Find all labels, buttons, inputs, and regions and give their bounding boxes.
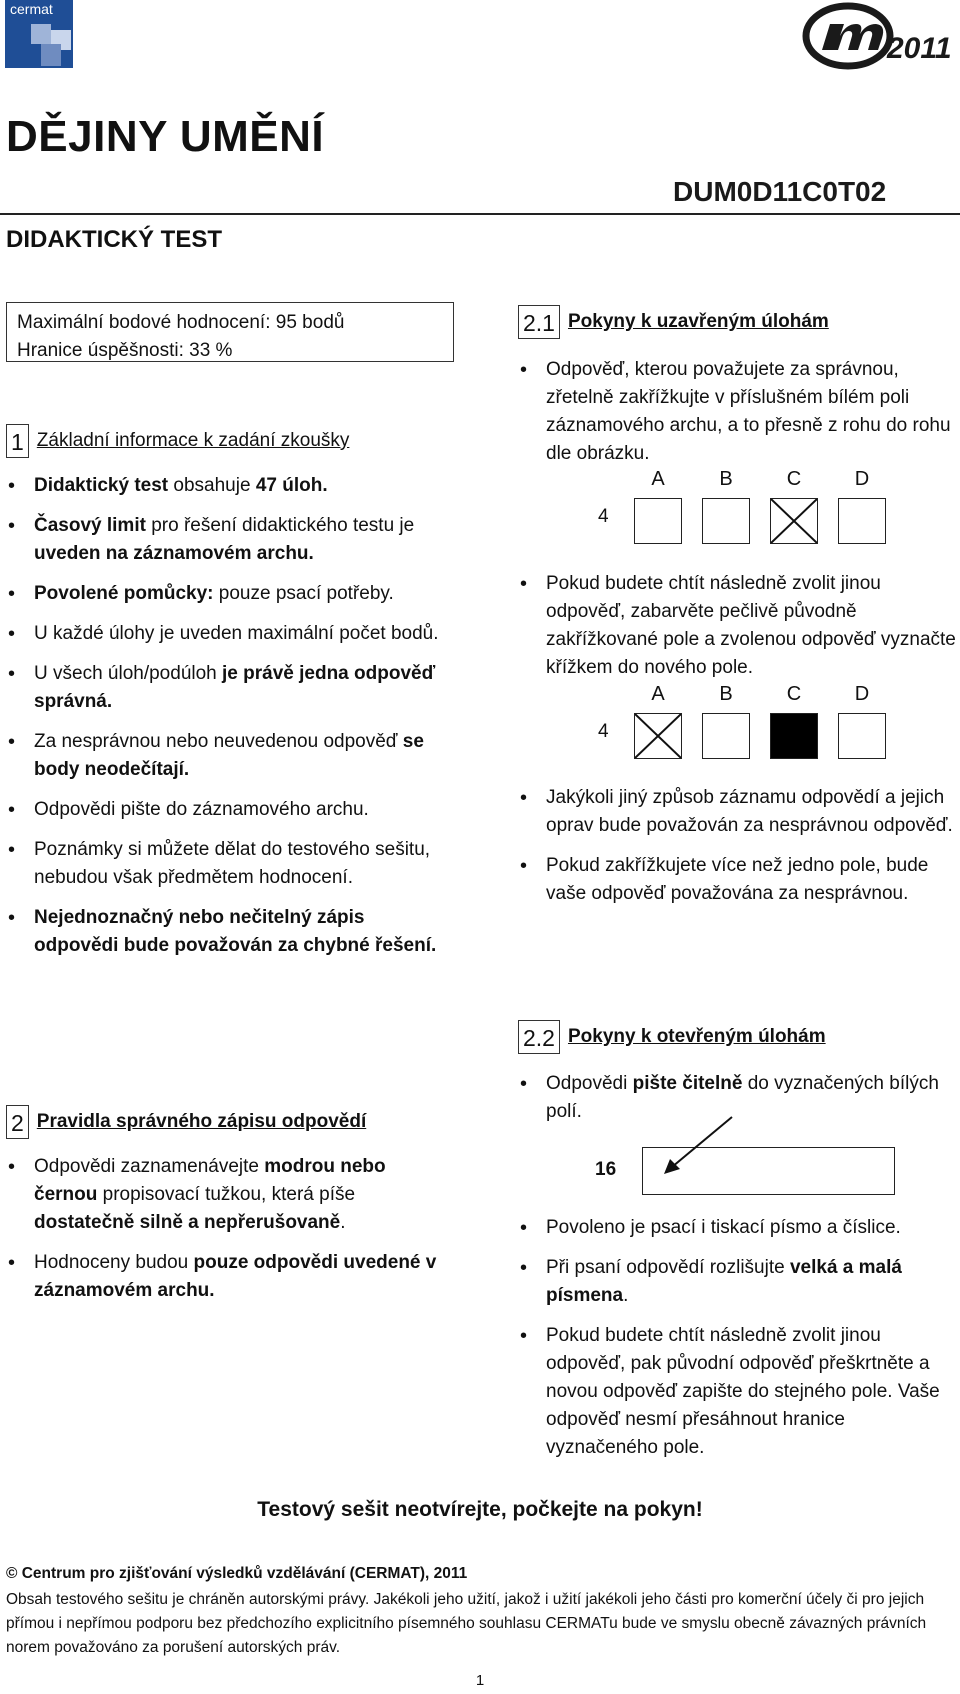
answer-demo-correction — [590, 683, 890, 763]
list-item: • U všech úloh/podúloh je právě jedna odpověď správná. — [6, 660, 446, 716]
option-letter: D — [854, 468, 870, 490]
pass-threshold: Hranice úspěšnosti: 33 % — [17, 340, 233, 361]
copyright: © Centrum pro zjišťování výsledků vzdělávání (CERMAT), 2011 — [6, 1565, 468, 1582]
answer-box-empty — [838, 498, 886, 544]
question-number: 4 — [598, 506, 609, 527]
maturita-2011-logo — [800, 0, 960, 70]
list-item: • Odpovědi pište čitelně do vyznačených bílých polí. — [518, 1070, 958, 1126]
list-item: • Pokud budete chtít následně zvolit jinou odpověď, zabarvěte pečlivě původně zakřížkované pole a zvolenou odpověď vyznačte křížkem do nového pole. — [518, 570, 958, 682]
list-item: • Pokud zakřížkujete více než jedno pole, bude vaše odpověď považována za nesprávnou. — [518, 852, 958, 908]
page-number: 1 — [475, 1672, 485, 1689]
legal-notice: Obsah testového sešitu je chráněn autorskými právy. Jakékoli jeho užití, jakož i užití jakékoli jeho části pro komerční účely či pro jejich přímou i nepřímou podporu bez předchozího explicitního písemného souhlasu CERMATu bude ve smyslu obecně závazných právních norem považováno za porušení autorských práv. — [6, 1591, 927, 1656]
list-item: • Odpověď, kterou považujete za správnou, zřetelně zakřížkujte v příslušném bílém poli záznamového archu, a to přesně z rohu do rohu dle obrázku. — [518, 356, 958, 468]
answer-box-empty — [838, 713, 886, 759]
answer-box-cross — [770, 498, 818, 544]
list-item: • Nejednoznačný nebo nečitelný zápis odpovědi bude považován za chybné řešení. — [6, 904, 446, 960]
section-2-list — [6, 1153, 446, 1317]
list-item: • Didaktický test obsahuje 47 úloh. — [6, 472, 446, 500]
test-code: DUM0D11C0T02 — [673, 176, 887, 207]
answer-demo-cross — [590, 468, 890, 548]
section-2-1-list-b — [518, 570, 958, 682]
section-1-heading — [6, 424, 349, 458]
section-2-1-list-c — [518, 784, 958, 908]
answer-box-empty — [702, 498, 750, 544]
question-number: 4 — [598, 721, 609, 742]
section-2-1-list-a — [518, 356, 958, 468]
open-answer-demo — [580, 1115, 900, 1197]
option-letter: A — [651, 468, 665, 490]
section-number: 1 — [6, 424, 29, 458]
score-box — [6, 302, 454, 362]
section-2-heading — [6, 1105, 366, 1139]
option-letter: D — [854, 683, 870, 705]
section-number: 2.1 — [518, 305, 560, 339]
answer-box-empty — [634, 498, 682, 544]
list-item: • Odpovědi zaznamenávejte modrou nebo černou propisovací tužkou, která píše dostatečně silně a nepřerušovaně. — [6, 1153, 446, 1237]
page-subtitle: DIDAKTICKÝ TEST — [6, 226, 222, 253]
list-item: • Pokud budete chtít následně zvolit jinou odpověď, pak původní odpověď přeškrtněte a novou odpověď zapište do stejného pole. Vaše odpověď nesmí přesáhnout hranice vyznačeného pole. — [518, 1322, 958, 1462]
list-item: • Odpovědi pište do záznamového archu. — [6, 796, 446, 824]
list-item: • Povolené pomůcky: pouze psací potřeby. — [6, 580, 446, 608]
cermat-logo-text: cermat — [10, 1, 53, 17]
section-title: Pokyny k uzavřeným úlohám — [567, 311, 829, 332]
list-item: • Za nesprávnou nebo neuvedenou odpověď se body neodečítají. — [6, 728, 446, 784]
option-letter: B — [719, 468, 733, 490]
list-item: • U každé úlohy je uveden maximální počet bodů. — [6, 620, 446, 648]
list-item: • Hodnoceny budou pouze odpovědi uvedené v záznamovém archu. — [6, 1249, 446, 1305]
section-title: Pravidla správného zápisu odpovědí — [36, 1111, 367, 1132]
answer-box-empty — [702, 713, 750, 759]
list-item: • Poznámky si můžete dělat do testového sešitu, nebudou však předmětem hodnocení. — [6, 836, 446, 892]
page-title: DĚJINY UMĚNÍ — [6, 112, 325, 161]
max-score: Maximální bodové hodnocení: 95 bodů — [17, 312, 345, 333]
option-letter: C — [786, 683, 802, 705]
section-number: 2.2 — [518, 1020, 560, 1054]
section-title: Pokyny k otevřeným úlohám — [567, 1026, 826, 1047]
list-item: • Při psaní odpovědí rozlišujte velká a malá písmena. — [518, 1254, 958, 1310]
arrow-icon — [580, 1115, 900, 1197]
footer-instruction: Testový sešit neotvírejte, počkejte na pokyn! — [257, 1498, 703, 1521]
section-2-2-heading — [518, 1020, 826, 1054]
header-divider — [0, 213, 960, 215]
answer-box-filled — [770, 713, 818, 759]
logo-year: 2011 — [887, 32, 952, 65]
cermat-logo — [5, 0, 73, 68]
answer-box-cross — [634, 713, 682, 759]
list-item: • Časový limit pro řešení didaktického testu je uveden na záznamovém archu. — [6, 512, 446, 568]
section-title: Základní informace k zadání zkoušky — [36, 430, 350, 451]
section-2-1-heading — [518, 305, 829, 339]
open-answer-number: 16 — [595, 1159, 617, 1180]
option-letter: A — [651, 683, 665, 705]
list-item: • Jakýkoli jiný způsob záznamu odpovědí a jejich oprav bude považován za nesprávnou odpověď. — [518, 784, 958, 840]
list-item: • Povoleno je psací i tiskací písmo a číslice. — [518, 1214, 958, 1242]
option-letter: C — [786, 468, 802, 490]
section-1-list — [6, 472, 446, 972]
section-number: 2 — [6, 1105, 29, 1139]
section-2-2-list-b — [518, 1214, 958, 1462]
option-letter: B — [719, 683, 733, 705]
